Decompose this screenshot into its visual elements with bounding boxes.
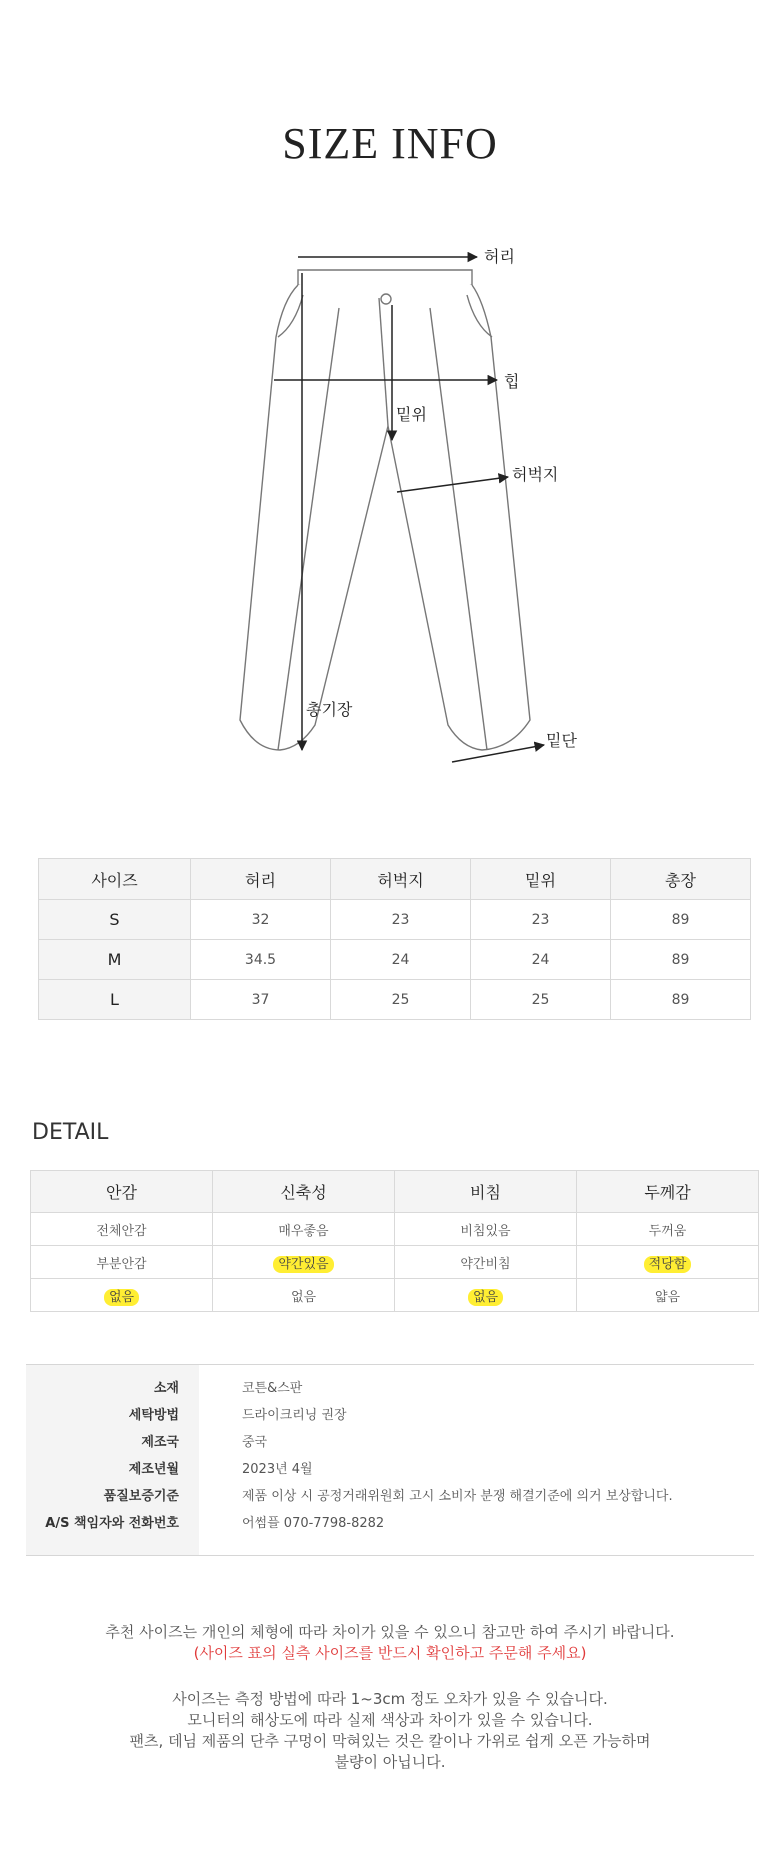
header-length: 총장 (611, 859, 751, 900)
value-cell: 23 (471, 900, 611, 940)
info-value: 어썸플 070-7798-8282 (242, 1516, 385, 1531)
detail-cell (577, 1279, 759, 1312)
value-cell: 25 (471, 980, 611, 1020)
header-sheerness: 비침 (395, 1171, 577, 1213)
value-cell: 24 (331, 940, 471, 980)
value-cell: 24 (471, 940, 611, 980)
info-value: 코튼&스판 (242, 1381, 303, 1396)
detail-cell (395, 1213, 577, 1246)
info-row-quality-guarantee (26, 1483, 754, 1510)
detail-option: 약간비침 (460, 1256, 511, 1272)
info-value: 드라이크리닝 권장 (242, 1408, 347, 1423)
value-cell: 37 (191, 980, 331, 1020)
size-table-header (39, 859, 751, 900)
measurement-error-note: 사이즈는 측정 방법에 따라 1~3cm 정도 오차가 있을 수 있습니다. (172, 1690, 608, 1708)
detail-cell (31, 1213, 213, 1246)
detail-title: DETAIL (32, 1120, 109, 1145)
info-value: 제품 이상 시 공정거래위원회 고시 소비자 분쟁 해결기준에 의거 보상합니다. (242, 1489, 673, 1504)
value-cell: 23 (331, 900, 471, 940)
thigh-label: 허벅지 (512, 465, 559, 484)
length-label: 총기장 (306, 700, 353, 719)
info-row-material (26, 1375, 754, 1402)
hip-label: 힙 (504, 372, 520, 391)
detail-cell (31, 1246, 213, 1279)
table-row (31, 1279, 759, 1312)
size-recommendation-note: 추천 사이즈는 개인의 체형에 따라 차이가 있을 수 있으니 참고만 하여 주시기 바랍니다. (105, 1623, 675, 1641)
table-row (39, 940, 751, 980)
info-value: 중국 (242, 1435, 268, 1450)
detail-cell (31, 1279, 213, 1312)
not-defect-note: 불량이 아닙니다. (334, 1753, 446, 1771)
info-key: 품질보증기준 (103, 1489, 179, 1504)
detail-option: 두꺼움 (648, 1223, 687, 1239)
detail-option: 얇음 (654, 1289, 681, 1305)
detail-option: 부분안감 (96, 1256, 147, 1272)
detail-option: 없음 (290, 1289, 317, 1305)
detail-cell (213, 1279, 395, 1312)
value-cell: 89 (611, 980, 751, 1020)
header-size: 사이즈 (39, 859, 191, 900)
info-key: 제조국 (141, 1435, 179, 1450)
page-title: SIZE INFO (282, 119, 498, 168)
info-row-as-contact (26, 1510, 754, 1537)
detail-cell (213, 1246, 395, 1279)
pants-measurement-diagram (0, 230, 780, 790)
info-row-manufacture-date (26, 1456, 754, 1483)
monitor-color-note: 모니터의 해상도에 따라 실제 색상과 차이가 있을 수 있습니다. (187, 1711, 593, 1729)
size-table (38, 858, 751, 1020)
info-key: 세탁방법 (128, 1408, 179, 1423)
size-cell: S (39, 900, 191, 940)
value-cell: 25 (331, 980, 471, 1020)
info-row-washing (26, 1402, 754, 1429)
size-cell: M (39, 940, 191, 980)
detail-cell (577, 1213, 759, 1246)
detail-option-selected: 적당함 (644, 1256, 692, 1273)
waist-label: 허리 (484, 247, 515, 266)
detail-table (30, 1170, 759, 1312)
detail-option-selected: 약간있음 (273, 1256, 333, 1273)
header-thickness: 두께감 (577, 1171, 759, 1213)
detail-cell (577, 1246, 759, 1279)
info-value: 2023년 4월 (242, 1462, 313, 1477)
info-key: A/S 책임자와 전화번호 (45, 1516, 179, 1531)
header-rise: 밑위 (471, 859, 611, 900)
detail-cell (213, 1213, 395, 1246)
table-row (39, 900, 751, 940)
rise-label: 밑위 (396, 405, 427, 424)
detail-option: 매우좋음 (278, 1223, 329, 1239)
hem-label: 밑단 (546, 731, 577, 750)
info-row-country (26, 1429, 754, 1456)
detail-table-header (31, 1171, 759, 1213)
detail-cell (395, 1279, 577, 1312)
pants-outline (240, 270, 530, 750)
value-cell: 34.5 (191, 940, 331, 980)
table-row (39, 980, 751, 1020)
table-row (31, 1213, 759, 1246)
header-waist: 허리 (191, 859, 331, 900)
info-key: 제조년월 (128, 1462, 179, 1477)
header-lining: 안감 (31, 1171, 213, 1213)
value-cell: 32 (191, 900, 331, 940)
table-row (31, 1246, 759, 1279)
size-cell: L (39, 980, 191, 1020)
header-thigh: 허벅지 (331, 859, 471, 900)
detail-option-selected: 없음 (468, 1289, 503, 1306)
detail-option: 전체안감 (96, 1223, 147, 1239)
product-info-box (26, 1364, 754, 1556)
value-cell: 89 (611, 940, 751, 980)
header-stretch: 신축성 (213, 1171, 395, 1213)
detail-cell (395, 1246, 577, 1279)
detail-option-selected: 없음 (104, 1289, 139, 1306)
info-key: 소재 (153, 1381, 179, 1396)
value-cell: 89 (611, 900, 751, 940)
detail-option: 비침있음 (460, 1223, 511, 1239)
size-check-warning: (사이즈 표의 실측 사이즈를 반드시 확인하고 주문해 주세요) (193, 1644, 587, 1662)
button-hole-note: 팬츠, 데님 제품의 단추 구멍이 막혀있는 것은 칼이나 가위로 쉽게 오픈 가능하며 (129, 1732, 651, 1750)
